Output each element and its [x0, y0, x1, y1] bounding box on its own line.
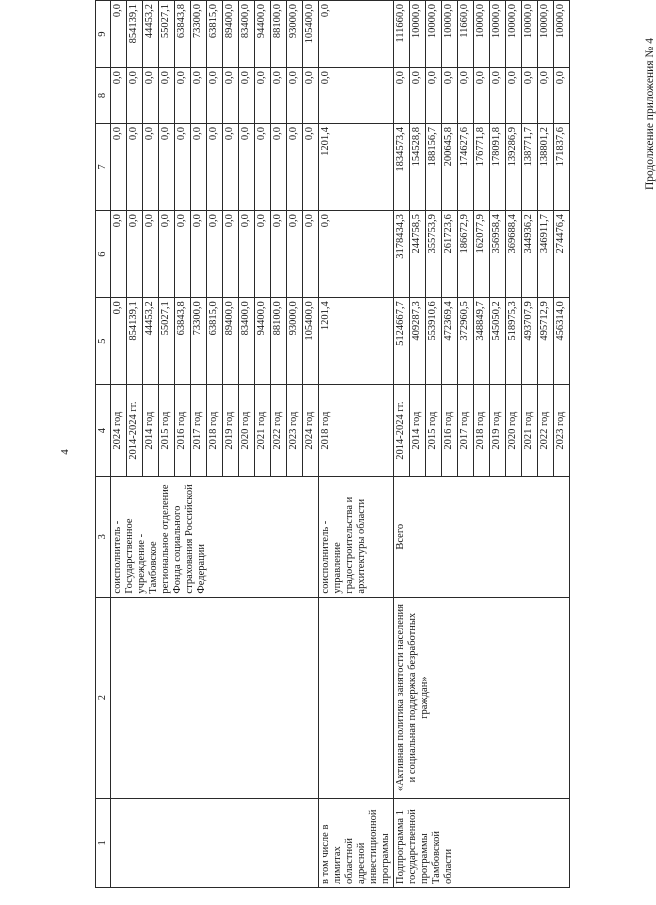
- value-cell: 0,0: [175, 211, 191, 298]
- value-cell: 10000,0: [426, 1, 442, 68]
- section-a-col1: [111, 798, 319, 887]
- value-cell: 369688,4: [506, 211, 522, 298]
- value-cell: 105400,0: [303, 1, 319, 68]
- table-row: [111, 1, 127, 888]
- value-cell: 0,0: [127, 123, 143, 210]
- year-cell: 2024 год: [303, 385, 319, 477]
- table-row: [394, 1, 410, 888]
- section-a-col2: [111, 597, 319, 798]
- year-cell: 2020 год: [506, 385, 522, 477]
- value-cell: 456314,0: [554, 298, 570, 385]
- value-cell: 0,0: [223, 123, 239, 210]
- value-cell: 174627,6: [458, 123, 474, 210]
- total-label: Всего: [394, 476, 570, 597]
- year-cell: 2024 год: [111, 385, 127, 477]
- value-cell: 0,0: [159, 211, 175, 298]
- year-cell: 2018 год: [474, 385, 490, 477]
- value-cell: 493707,9: [522, 298, 538, 385]
- value-cell: 94400,0: [255, 1, 271, 68]
- section-b-col2: [319, 597, 394, 798]
- table-body: [96, 1, 570, 888]
- value-cell: 63843,8: [175, 1, 191, 68]
- subprogram-title: «Активная политика занятости населения и социальная поддержка безработных граждан»: [394, 597, 570, 798]
- page-number: 4: [58, 449, 71, 455]
- year-cell: 2016 год: [175, 385, 191, 477]
- value-cell: 73300,0: [191, 1, 207, 68]
- year-cell: 2021 год: [255, 385, 271, 477]
- year-cell: 2016 год: [442, 385, 458, 477]
- year-cell: 2015 год: [426, 385, 442, 477]
- value-cell: 344936,2: [522, 211, 538, 298]
- value-cell: 88100,0: [271, 298, 287, 385]
- value-cell: 0,0: [319, 211, 394, 298]
- rotated-table-container: [95, 0, 591, 888]
- year-cell: 2023 год: [554, 385, 570, 477]
- value-cell: 3178434,3: [394, 211, 410, 298]
- value-cell: 0,0: [127, 211, 143, 298]
- value-cell: 372960,5: [458, 298, 474, 385]
- header-cell: 1: [96, 798, 111, 887]
- year-cell: 2022 год: [271, 385, 287, 477]
- value-cell: 0,0: [159, 68, 175, 124]
- value-cell: 0,0: [554, 68, 570, 124]
- section-a-coexecutor: соисполнитель - Государственное учреждение - Тамбовское региональное отделение Фонда социального страхования Российской Федерации: [111, 476, 319, 597]
- value-cell: 154528,8: [410, 123, 426, 210]
- value-cell: 0,0: [303, 68, 319, 124]
- value-cell: 545050,2: [490, 298, 506, 385]
- year-cell: 2017 год: [458, 385, 474, 477]
- value-cell: 0,0: [442, 68, 458, 124]
- header-row: [96, 1, 111, 888]
- value-cell: 0,0: [538, 68, 554, 124]
- value-cell: 162077,9: [474, 211, 490, 298]
- value-cell: 63843,8: [175, 298, 191, 385]
- header-cell: 5: [96, 298, 111, 385]
- value-cell: 10000,0: [410, 1, 426, 68]
- value-cell: 0,0: [255, 68, 271, 124]
- value-cell: 1201,4: [319, 123, 394, 210]
- subprogram-label: Подпрограмма 1 государственной программы Тамбовской области: [394, 798, 570, 887]
- value-cell: 89400,0: [223, 298, 239, 385]
- value-cell: 0,0: [303, 123, 319, 210]
- value-cell: 1834573,4: [394, 123, 410, 210]
- value-cell: 0,0: [271, 123, 287, 210]
- header-cell: 3: [96, 476, 111, 597]
- value-cell: 0,0: [426, 68, 442, 124]
- year-cell: 2014-2024 гг.: [127, 385, 143, 477]
- value-cell: 518975,3: [506, 298, 522, 385]
- value-cell: 356958,4: [490, 211, 506, 298]
- value-cell: 10000,0: [554, 1, 570, 68]
- value-cell: 0,0: [271, 211, 287, 298]
- value-cell: 0,0: [255, 211, 271, 298]
- value-cell: 176771,8: [474, 123, 490, 210]
- value-cell: 88100,0: [271, 1, 287, 68]
- table-row: [319, 1, 394, 888]
- value-cell: 178091,8: [490, 123, 506, 210]
- year-cell: 2017 год: [191, 385, 207, 477]
- value-cell: 10000,0: [538, 1, 554, 68]
- value-cell: 200645,8: [442, 123, 458, 210]
- value-cell: 854139,1: [127, 298, 143, 385]
- header-cell: 4: [96, 385, 111, 477]
- value-cell: 0,0: [111, 211, 127, 298]
- value-cell: 188156,7: [426, 123, 442, 210]
- value-cell: 0,0: [287, 68, 303, 124]
- value-cell: 186672,9: [458, 211, 474, 298]
- value-cell: 10000,0: [490, 1, 506, 68]
- appendix-title: Продолжение приложения № 4: [644, 37, 656, 191]
- value-cell: 0,0: [271, 68, 287, 124]
- value-cell: 244758,5: [410, 211, 426, 298]
- value-cell: 83400,0: [239, 1, 255, 68]
- value-cell: 0,0: [207, 123, 223, 210]
- value-cell: 171837,6: [554, 123, 570, 210]
- value-cell: 44453,2: [143, 1, 159, 68]
- value-cell: 0,0: [506, 68, 522, 124]
- value-cell: 93000,0: [287, 298, 303, 385]
- value-cell: 409287,3: [410, 298, 426, 385]
- header-cell: 6: [96, 211, 111, 298]
- value-cell: 0,0: [287, 123, 303, 210]
- value-cell: 0,0: [490, 68, 506, 124]
- value-cell: 0,0: [127, 68, 143, 124]
- section-b-coexecutor: соисполнитель - управление градостроительства и архитектуры области: [319, 476, 394, 597]
- year-cell: 2021 год: [522, 385, 538, 477]
- value-cell: 0,0: [143, 211, 159, 298]
- year-cell: 2018 год: [207, 385, 223, 477]
- budget-table: [95, 0, 570, 888]
- value-cell: 138771,7: [522, 123, 538, 210]
- value-cell: 261723,6: [442, 211, 458, 298]
- value-cell: 63815,0: [207, 1, 223, 68]
- value-cell: 0,0: [223, 68, 239, 124]
- value-cell: 139286,9: [506, 123, 522, 210]
- year-cell: 2014 год: [410, 385, 426, 477]
- value-cell: 0,0: [175, 68, 191, 124]
- value-cell: 0,0: [255, 123, 271, 210]
- value-cell: 472369,4: [442, 298, 458, 385]
- value-cell: 0,0: [207, 68, 223, 124]
- value-cell: 0,0: [394, 68, 410, 124]
- value-cell: 111660,0: [394, 1, 410, 68]
- value-cell: 105400,0: [303, 298, 319, 385]
- value-cell: 93000,0: [287, 1, 303, 68]
- value-cell: 73300,0: [191, 298, 207, 385]
- value-cell: 346911,7: [538, 211, 554, 298]
- value-cell: 274476,4: [554, 211, 570, 298]
- header-cell: 7: [96, 123, 111, 210]
- value-cell: 0,0: [319, 68, 394, 124]
- value-cell: 94400,0: [255, 298, 271, 385]
- value-cell: 0,0: [239, 68, 255, 124]
- value-cell: 10000,0: [506, 1, 522, 68]
- value-cell: 44453,2: [143, 298, 159, 385]
- value-cell: 83400,0: [239, 298, 255, 385]
- value-cell: 495712,9: [538, 298, 554, 385]
- value-cell: 854139,1: [127, 1, 143, 68]
- value-cell: 63815,0: [207, 298, 223, 385]
- value-cell: 553910,6: [426, 298, 442, 385]
- value-cell: 0,0: [319, 1, 394, 68]
- value-cell: 0,0: [207, 211, 223, 298]
- value-cell: 0,0: [223, 211, 239, 298]
- value-cell: 55027,1: [159, 298, 175, 385]
- section-b-label: в том числе в лимитах областной адресной инвестиционной программы: [319, 798, 394, 887]
- value-cell: 0,0: [239, 123, 255, 210]
- year-cell: 2020 год: [239, 385, 255, 477]
- value-cell: 0,0: [239, 211, 255, 298]
- value-cell: 0,0: [111, 123, 127, 210]
- year-cell: 2023 год: [287, 385, 303, 477]
- value-cell: 0,0: [111, 1, 127, 68]
- value-cell: 0,0: [143, 68, 159, 124]
- year-cell: 2019 год: [490, 385, 506, 477]
- value-cell: 0,0: [474, 68, 490, 124]
- value-cell: 0,0: [111, 298, 127, 385]
- value-cell: 0,0: [287, 211, 303, 298]
- value-cell: 0,0: [143, 123, 159, 210]
- year-cell: 2015 год: [159, 385, 175, 477]
- value-cell: 1201,4: [319, 298, 394, 385]
- year-cell: 2014 год: [143, 385, 159, 477]
- year-cell: 2018 год: [319, 385, 394, 477]
- year-cell: 2019 год: [223, 385, 239, 477]
- value-cell: 0,0: [303, 211, 319, 298]
- value-cell: 0,0: [191, 68, 207, 124]
- value-cell: 0,0: [410, 68, 426, 124]
- header-cell: 9: [96, 1, 111, 68]
- value-cell: 0,0: [522, 68, 538, 124]
- value-cell: 0,0: [458, 68, 474, 124]
- value-cell: 89400,0: [223, 1, 239, 68]
- header-cell: 2: [96, 597, 111, 798]
- value-cell: 348849,7: [474, 298, 490, 385]
- value-cell: 0,0: [191, 123, 207, 210]
- value-cell: 0,0: [175, 123, 191, 210]
- value-cell: 11660,0: [458, 1, 474, 68]
- value-cell: 5124667,7: [394, 298, 410, 385]
- value-cell: 10000,0: [522, 1, 538, 68]
- value-cell: 10000,0: [474, 1, 490, 68]
- header-cell: 8: [96, 68, 111, 124]
- value-cell: 10000,0: [442, 1, 458, 68]
- value-cell: 0,0: [159, 123, 175, 210]
- value-cell: 138801,2: [538, 123, 554, 210]
- year-cell: 2022 год: [538, 385, 554, 477]
- value-cell: 0,0: [191, 211, 207, 298]
- value-cell: 355753,9: [426, 211, 442, 298]
- value-cell: 55027,1: [159, 1, 175, 68]
- year-cell: 2014-2024 гг.: [394, 385, 410, 477]
- value-cell: 0,0: [111, 68, 127, 124]
